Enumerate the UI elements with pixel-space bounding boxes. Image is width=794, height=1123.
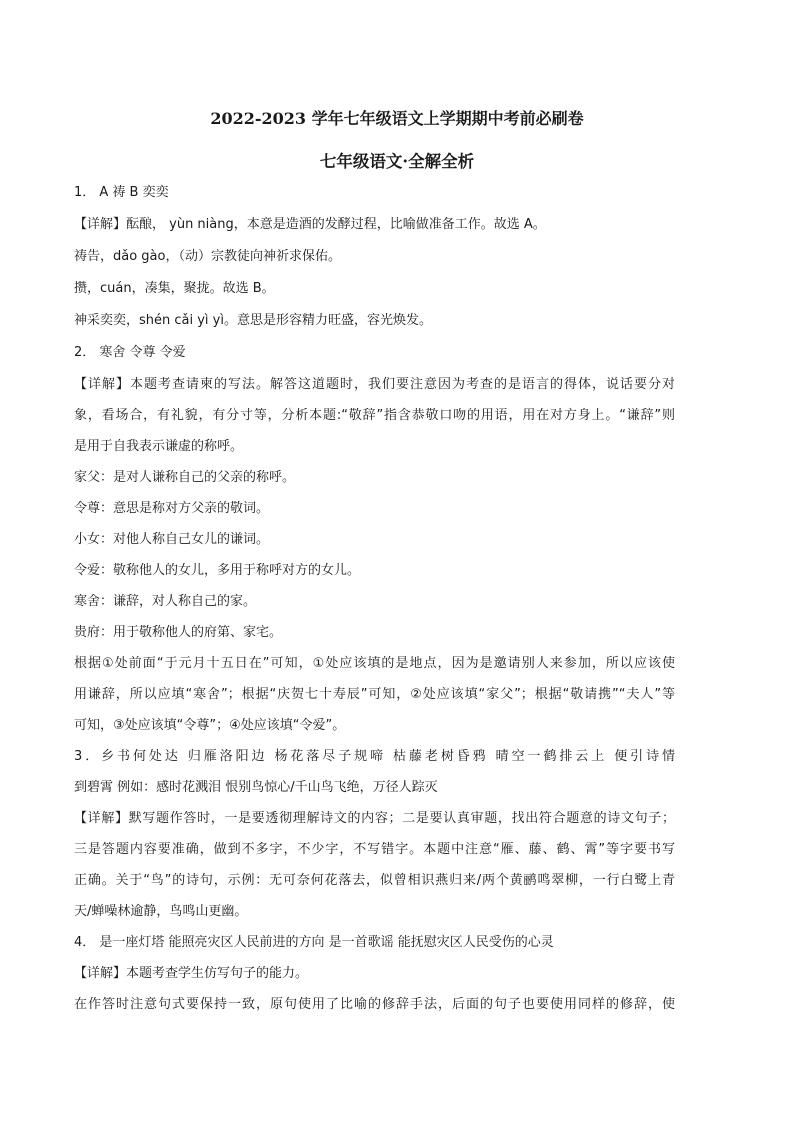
detail-line: 【详解】本题考查请柬的写法。解答这道题时，我们要注意因为考查的是语言的得体，说话要分对 bbox=[74, 377, 675, 392]
detail-line: 象，看场合，有礼貌，有分寸等，分析本题:“敬辞”指含恭敬口吻的用语，用在对方身上。“谦辞”则 bbox=[74, 408, 675, 423]
detail-line: 正确。关于“鸟”的诗句，示例：无可奈何花落去，似曾相识燕归来/两个黄鹂鸣翠柳，一行白鹭上青 bbox=[74, 873, 675, 888]
detail-line: 【详解】酝酿， yùn niàng，本意是造酒的发酵过程，比喻做准备工作。故选 A。 bbox=[74, 217, 546, 232]
detail-line: 攒，cuán，凑集，聚拢。故选 B。 bbox=[74, 281, 275, 296]
detail-line: 小女：对他人称自己女儿的谦词。 bbox=[74, 532, 270, 547]
detail-line: 是用于自我表示谦虚的称呼。 bbox=[74, 439, 244, 454]
document-title: 2022-2023 学年七年级语文上学期期中考前必刷卷 bbox=[210, 109, 584, 128]
answer-1-line: 1． A 祷 B 奕奕 bbox=[74, 185, 169, 200]
answer-4-line: 4． 是一座灯塔 能照亮灾区人民前进的方向 是一首歌谣 能抚慰灾区人民受伤的心灵 bbox=[74, 935, 554, 950]
detail-line: 令尊：意思是称对方父亲的敬词。 bbox=[74, 501, 270, 516]
document-subtitle: 七年级语文·全解全析 bbox=[319, 152, 475, 171]
detail-line: 用谦辞，所以应填“寒舍”；根据“庆贺七十寿辰”可知，②处应该填“家父”；根据“敬请携”“夫人”等 bbox=[74, 687, 675, 702]
detail-line: 神采奕奕，shén cǎi yì yì。意思是形容精力旺盛，容光焕发。 bbox=[74, 313, 432, 328]
answer-2-line: 2． 寒舍 令尊 令爱 bbox=[74, 345, 186, 360]
detail-line: 令爱：敬称他人的女儿，多用于称呼对方的女儿。 bbox=[74, 563, 361, 578]
detail-line: 天/蝉噪林逾静，鸟鸣山更幽。 bbox=[74, 904, 248, 919]
detail-line: 祷告，dǎo gào，（动）宗教徒向神祈求保佑。 bbox=[74, 249, 341, 264]
detail-line: 【详解】默写题作答时，一是要透彻理解诗文的内容；二是要认真审题，找出符合题意的诗文句子； bbox=[74, 811, 675, 826]
detail-line: 可知，③处应该填“令尊”；④处应该填“令爱”。 bbox=[74, 718, 346, 733]
detail-line: 寒舍：谦辞，对人称自己的家。 bbox=[74, 594, 257, 609]
detail-line: 在作答时注意句式要保持一致，原句使用了比喻的修辞手法，后面的句子也要使用同样的修辞，使 bbox=[74, 997, 675, 1012]
detail-line: 根据①处前面“于元月十五日在”可知，①处应该填的是地点，因为是邀请别人来参加，所以应该使 bbox=[74, 656, 675, 671]
answer-3-line-cont: 到碧霄 例如：感时花溅泪 恨别鸟惊心/千山鸟飞绝，万径人踪灭 bbox=[74, 780, 438, 795]
detail-line: 【详解】本题考查学生仿写句子的能力。 bbox=[74, 966, 309, 981]
detail-line: 家父：是对人谦称自己的父亲的称呼。 bbox=[74, 470, 296, 485]
answer-3-line: 3．乡书何处达 归雁洛阳边 杨花落尽子规啼 枯藤老树昏鸦 晴空一鹤排云上 便引诗情 bbox=[74, 749, 675, 764]
detail-line: 贵府：用于敬称他人的府第、家宅。 bbox=[74, 625, 283, 640]
detail-line: 三是答题内容要准确，做到不多字，不少字，不写错字。本题中注意“雁、藤、鹤、霄”等字要书写 bbox=[74, 842, 675, 857]
